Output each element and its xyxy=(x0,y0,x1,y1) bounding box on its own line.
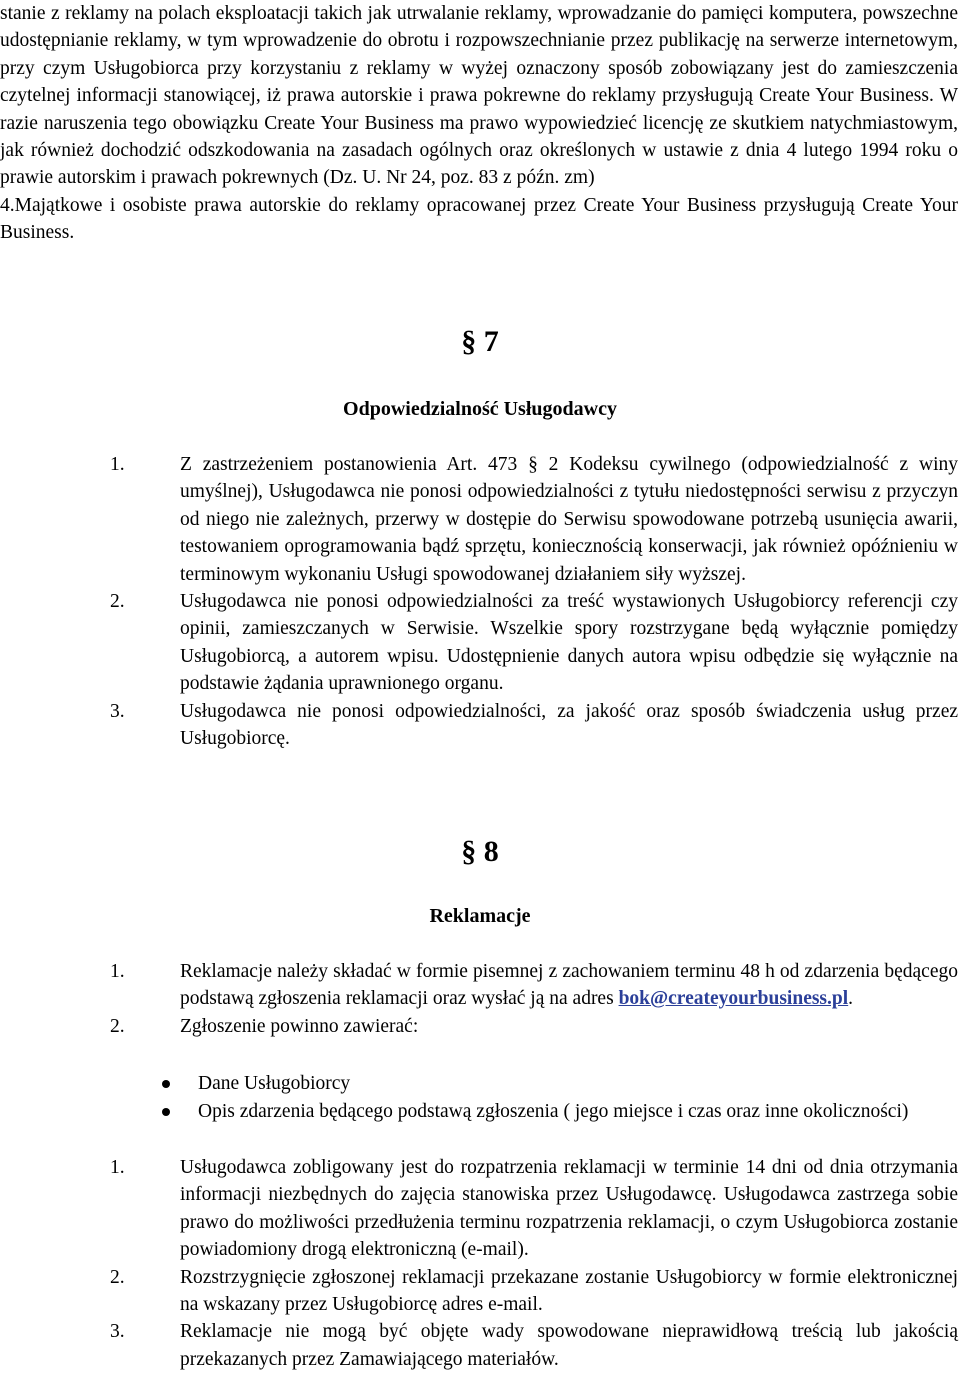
bullet-item-text: Opis zdarzenia będącego podstawą zgłoszenia ( jego miejsce i czas oraz inne okoliczności) xyxy=(198,1101,909,1123)
bullet-item xyxy=(160,1070,958,1097)
list-item xyxy=(110,958,958,1013)
list-item-text: Usługodawca nie ponosi odpowiedzialności za treść wystawionych Usługobiorcy referencji czy opinii, zamieszczanych w Serwisie. Wszelkie spory rozstrzygane będą wyłącznie pomiędzy Usługobiorcą, a autorem wpisu. Udostępnienie danych autora wpisu odbędzie się wyłącznie na podstawie żądania uprawnionego organu. xyxy=(180,591,958,695)
bullet-item xyxy=(160,1098,958,1125)
intro-paragraph-4: 4.Majątkowe i osobiste prawa autorskie do reklamy opracowanej przez Create Your Business przysługują Create Your Business. xyxy=(0,194,958,244)
list-item-text-end: . xyxy=(848,988,854,1010)
list-item-text: Reklamacje nie mogą być objęte wady spowodowane nieprawidłową treścią lub jakością przekazanych przez Zamawiającego materiałów. xyxy=(180,1321,958,1370)
section-8-list xyxy=(110,958,958,1040)
email-link[interactable]: bok@createyourbusiness.pl xyxy=(618,988,849,1010)
list-item-text: Reklamacje należy składać w formie pisemnej z zachowaniem terminu 48 h od zdarzenia będącego podstawą zgłoszenia reklamacji oraz wysłać ją na adres xyxy=(180,961,958,1010)
bullet-list xyxy=(160,1070,958,1126)
section-8-heading: § 8 xyxy=(461,835,499,868)
bullet-icon xyxy=(162,1108,170,1116)
list-item-text: Z zastrzeżeniem postanowienia Art. 473 § 2 Kodeksu cywilnego (odpowiedzialność z winy umyślnej), Usługodawca nie ponosi odpowiedzialności z tytułu niedostępności serwisu z przyczyn od niego nie zależnych, przerwy w dostępie do Serwisu spowodowane potrzebą usunięcia awarii, testowaniem oprogramowania bądź sprzętu, koniecznością konserwacji, jak również opóźnieniu w terminowym wykonaniu Usługi spowodowanej działaniem siły wyższej. xyxy=(180,454,958,585)
section-7-list xyxy=(110,451,958,752)
list-item xyxy=(110,1013,958,1040)
list-item-number: 2. xyxy=(110,1266,125,1288)
list-item xyxy=(110,1154,958,1264)
list-item-number: 2. xyxy=(110,591,125,613)
list-item-number: 3. xyxy=(110,700,125,722)
list-item-number: 3. xyxy=(110,1321,125,1343)
list-item xyxy=(110,588,958,698)
section-7-heading: § 7 xyxy=(461,325,499,358)
list-item-number: 2. xyxy=(110,1015,125,1037)
list-item xyxy=(110,698,958,753)
list-item-text: Zgłoszenie powinno zawierać: xyxy=(180,1015,419,1037)
list-item-number: 1. xyxy=(110,454,125,475)
bullet-icon xyxy=(162,1080,170,1088)
section-8-title: Reklamacje xyxy=(429,905,531,927)
intro-text xyxy=(0,0,958,247)
list-item xyxy=(110,1264,958,1319)
list-item-number: 1. xyxy=(110,961,125,982)
section-8-list-continued xyxy=(110,1154,958,1373)
list-item-text: Rozstrzygnięcie zgłoszonej reklamacji przekazane zostanie Usługobiorcy w formie elektronicznej na wskazany przez Usługobiorcę adres e-mail. xyxy=(180,1266,958,1316)
list-item-text: Usługodawca nie ponosi odpowiedzialności, za jakość oraz sposób świadczenia usług przez Usługobiorcę. xyxy=(180,700,958,750)
list-item xyxy=(110,451,958,588)
intro-paragraph: stanie z reklamy na polach eksploatacji takich jak utrwalanie reklamy, wprowadzanie do pamięci komputera, powszechne udostępnianie reklamy, w tym wprowadzenie do obrotu i rozpowszechnianie przez publikację na serwerze internetowym, przy czym Usługobiorca przy korzystaniu z reklamy w wyżej oznaczony sposób zobowiązany jest do zamieszczenia czytelnej informacji stanowiącej, iż prawa autorskie i prawa pokrewne do reklamy przysługują Create Your Business. W razie naruszenia tego obowiązku Create Your Business ma prawo wypowiedzieć licencję ze skutkiem natychmiastowym, jak również dochodzić odszkodowania na zasadach ogólnych oraz określonych w ustawie z dnia 4 lutego 1994 roku o prawie autorskim i prawach pokrewnych (Dz. U. Nr 24, poz. 83 z późn. zm) xyxy=(0,3,958,189)
list-item-text: Usługodawca zobligowany jest do rozpatrzenia reklamacji w terminie 14 dni od dnia otrzymania informacji niezbędnych do zajęcia stanowiska przez Usługodawcę. Usługodawca zastrzega sobie prawo do możliwości przedłużenia terminu rozpatrzenia reklamacji, o czym Usługobiorca zostanie powiadomiony drogą elektroniczną (e-mail). xyxy=(180,1157,958,1261)
list-item xyxy=(110,1318,958,1373)
section-7-title: Odpowiedzialność Usługodawcy xyxy=(343,398,617,420)
list-item-number: 1. xyxy=(110,1157,125,1178)
bullet-item-text: Dane Usługobiorcy xyxy=(198,1073,351,1094)
